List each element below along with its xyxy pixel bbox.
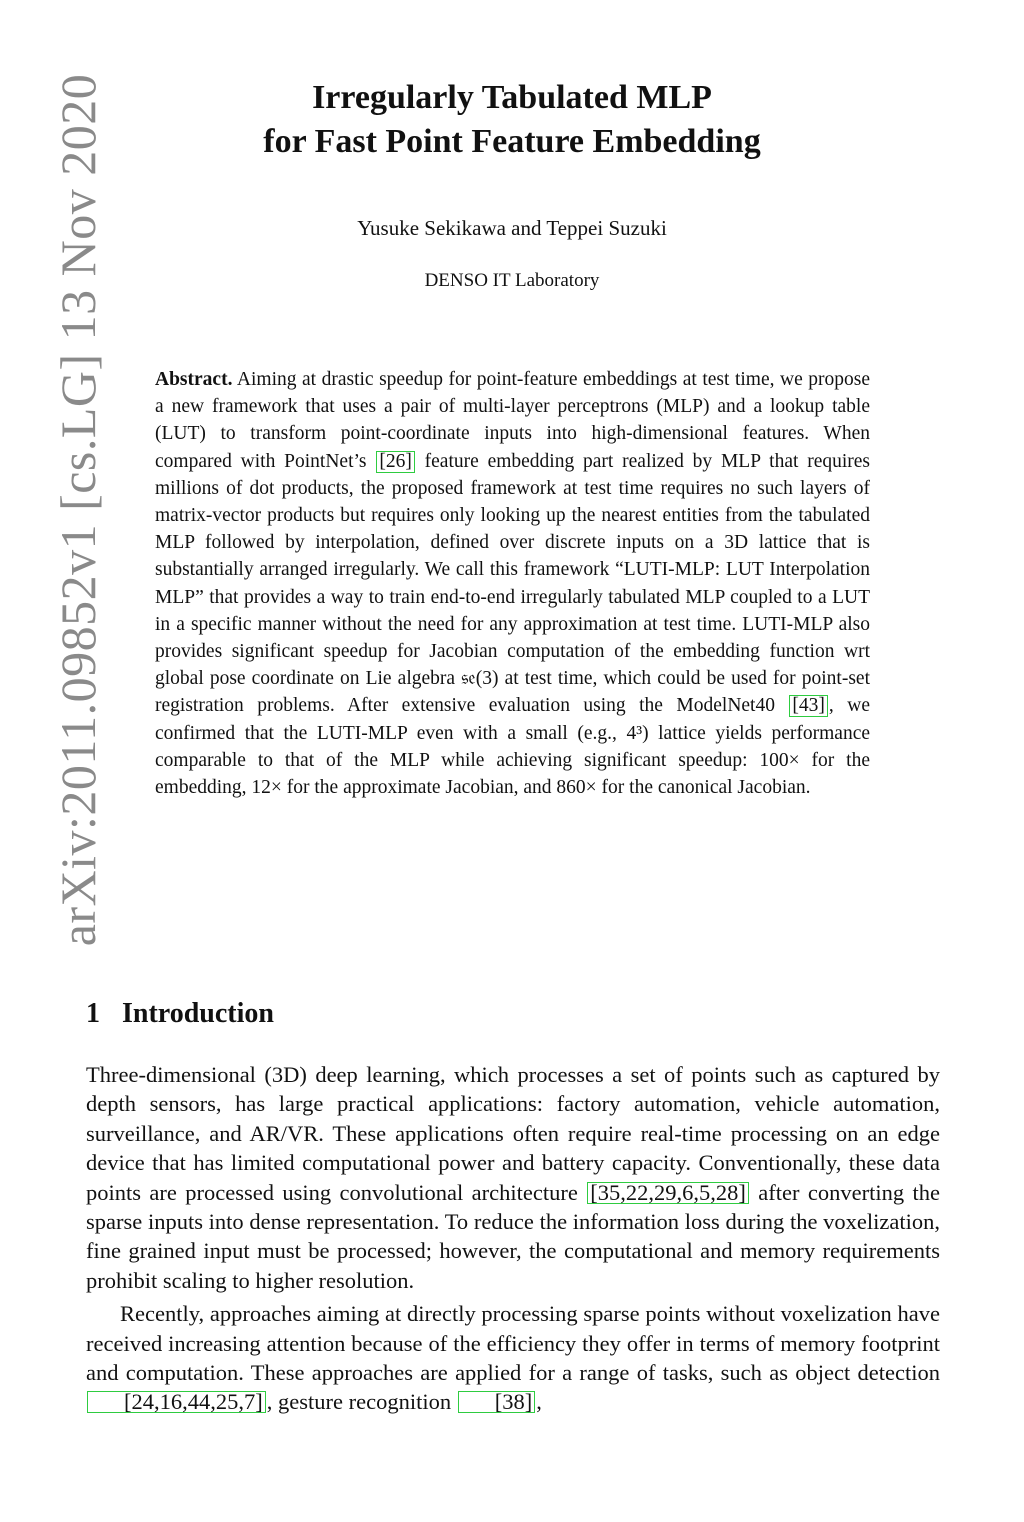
citation-link[interactable]: [35,22,29,6,5,28]	[587, 1182, 749, 1204]
abstract-text-1: Aiming at drastic speedup for point-feature embeddings at test time, we propose a new framework that uses a pair of multi-layer perceptrons (MLP) and a lookup table (LUT) to transform point-coordinate inputs into high-dimensional features. When compared with PointNet’s	[155, 369, 870, 472]
title-line-2: for Fast Point Feature Embedding	[263, 123, 761, 160]
paragraph-text: after converting the sparse inputs into dense representation. To reduce the information loss during the voxelization, fine grained input must be processed; however, the computational and memory requirements prohibit scaling to higher resolution.	[86, 1179, 940, 1293]
citation-link[interactable]: [38]	[458, 1391, 536, 1413]
affiliation: DENSO IT Laboratory	[424, 270, 600, 291]
citation-link[interactable]: [43]	[789, 695, 828, 717]
abstract-label: Abstract.	[155, 369, 233, 390]
citation-link[interactable]: [24,16,44,25,7]	[87, 1391, 266, 1413]
paragraph-text: ,	[536, 1389, 542, 1415]
abstract-text-2: feature embedding part realized by MLP that requires millions of dot products, the proposed framework at test time requires no such layers of matrix-vector products but requires only looking up the nearest entities from the tabulated MLP followed by interpolation, defined over discrete inputs on a 3D lattice that is substantially arranged irregularly. We call this framework “LUTI-MLP: LUT Interpolation MLP” that provides a way to train end-to-end irregularly tabulated MLP coupled to a LUT in a specific manner without the need for any approximation at test time. LUTI-MLP also provides significant speedup for Jacobian computation of the embedding function wrt global pose coordinate on Lie algebra 𝔰𝔢(3) at test time, which could be used for point-set registration problems. After extensive evaluation using the ModelNet40	[155, 450, 871, 717]
title-line-1: Irregularly Tabulated MLP	[312, 79, 712, 116]
paper-title	[0, 76, 1024, 164]
paragraph	[86, 1299, 940, 1417]
section-heading	[86, 998, 274, 1030]
abstract-text-3: , we confirmed that the LUTI-MLP even with a small (e.g., 4³) lattice yields performance comparable to that of the MLP while achieving significant speedup: 100× for the embedding, 12× for the approximate Jacobian, and 860× for the canonical Jacobian.	[155, 695, 870, 799]
introduction-body	[86, 1060, 940, 1417]
abstract	[155, 366, 870, 801]
paragraph-text: , gesture recognition	[266, 1389, 457, 1415]
authors: Yusuke Sekikawa and Teppei Suzuki	[357, 216, 667, 240]
arxiv-identifier: arXiv:2011.09852v1 [cs.LG] 13 Nov 2020	[50, 73, 106, 947]
paragraph-text: Three-dimensional (3D) deep learning, which processes a set of points such as captured by depth sensors, has large practical applications: factory automation, vehicle automation, surveillance, and AR/VR. These applications often require real-time processing on an edge device that has limited computational power and battery capacity. Conventionally, these data points are processed using convolutional architecture	[86, 1062, 940, 1205]
section-number: 1	[86, 998, 100, 1029]
paragraph	[86, 1060, 940, 1295]
section-title: Introduction	[122, 998, 274, 1029]
paragraph-text: Recently, approaches aiming at directly processing sparse points without voxelization have received increasing attention because of the efficiency they offer in terms of memory footprint and computation. These approaches are applied for a range of tasks, such as object detection	[86, 1301, 940, 1386]
citation-link[interactable]: [26]	[376, 451, 415, 473]
